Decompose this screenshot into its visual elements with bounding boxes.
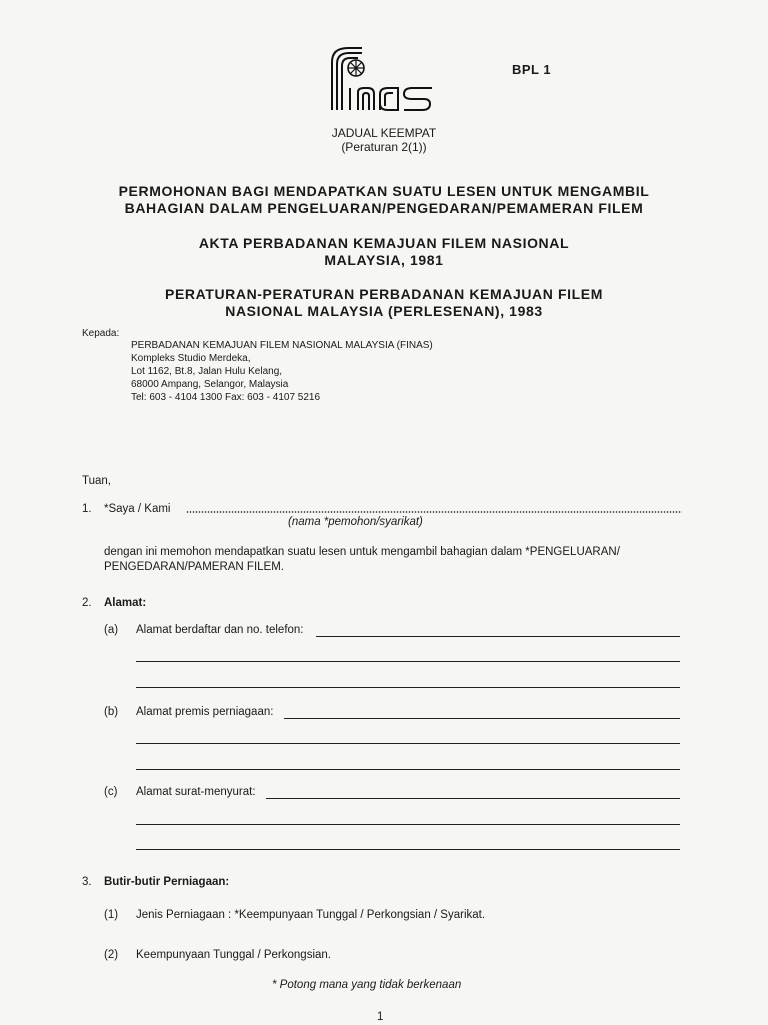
section1-number: 1. — [82, 503, 92, 515]
mailing-address-label: Alamat surat-menyurat: — [136, 786, 256, 798]
section3-number: 3. — [82, 876, 92, 888]
page-number: 1 — [377, 1011, 384, 1023]
section2c-letter: (c) — [104, 786, 118, 798]
finas-logo — [328, 44, 434, 114]
registered-address-line[interactable] — [136, 687, 680, 688]
form-code: BPL 1 — [512, 62, 552, 77]
section2-heading: Alamat: — [104, 597, 147, 609]
recipient-line: PERBADANAN KEMAJUAN FILEM NASIONAL MALAYSIA (FINAS) — [131, 340, 433, 351]
business-address-line[interactable] — [136, 743, 680, 744]
recipient-line: Kompleks Studio Merdeka, — [131, 353, 251, 364]
applicant-name-caption: (nama *pemohon/syarikat) — [288, 516, 423, 528]
section3-item1-number: (1) — [104, 909, 119, 921]
recipient-address — [131, 339, 433, 404]
applicant-name-field[interactable] — [186, 511, 682, 513]
section2b-letter: (b) — [104, 706, 119, 718]
regulation-title-line1: PERATURAN-PERATURAN PERBADANAN KEMAJUAN FILEM — [165, 286, 603, 302]
schedule-label: JADUAL KEEMPAT — [331, 126, 437, 140]
recipient-label: Kepada: — [82, 328, 120, 339]
business-address-line[interactable] — [284, 718, 680, 719]
footnote: * Potong mana yang tidak berkenaan — [272, 979, 462, 991]
regulation-title-line2: NASIONAL MALAYSIA (PERLESENAN), 1983 — [225, 303, 543, 319]
act-title-line2: MALAYSIA, 1981 — [324, 252, 444, 268]
registered-address-line[interactable] — [136, 661, 680, 662]
section2a-letter: (a) — [104, 624, 119, 636]
section3-item2-number: (2) — [104, 949, 119, 961]
form-title-line2: BAHAGIAN DALAM PENGELUARAN/PENGEDARAN/PEMAMERAN FILEM — [124, 200, 644, 216]
mailing-address-line[interactable] — [266, 798, 680, 799]
section2-number: 2. — [82, 597, 92, 609]
business-type-text: Jenis Perniagaan : *Keempunyaan Tunggal / Perkongsian / Syarikat. — [136, 909, 486, 921]
section1-paragraph-line2: PENGEDARAN/PAMERAN FILEM. — [104, 561, 284, 573]
act-title-line1: AKTA PERBADANAN KEMAJUAN FILEM NASIONAL — [198, 235, 570, 251]
mailing-address-line[interactable] — [136, 849, 680, 850]
sole-proprietorship-text: Keempunyaan Tunggal / Perkongsian. — [136, 949, 331, 961]
recipient-line: 68000 Ampang, Selangor, Malaysia — [131, 379, 289, 390]
form-title-line1: PERMOHONAN BAGI MENDAPATKAN SUATU LESEN UNTUK MENGAMBIL — [118, 183, 650, 199]
section1-label: *Saya / Kami — [104, 503, 171, 515]
registered-address-label: Alamat berdaftar dan no. telefon: — [136, 624, 304, 636]
section1-paragraph-line1: dengan ini memohon mendapatkan suatu lesen untuk mengambil bahagian dalam *PENGELUARAN/ — [104, 546, 620, 558]
mailing-address-line[interactable] — [136, 824, 680, 825]
registered-address-line[interactable] — [316, 636, 680, 637]
recipient-line: Lot 1162, Bt.8, Jalan Hulu Kelang, — [131, 366, 283, 377]
section3-heading: Butir-butir Perniagaan: — [104, 876, 230, 888]
recipient-line: Tel: 603 - 4104 1300 Fax: 603 - 4107 5216 — [131, 392, 321, 403]
salutation: Tuan, — [82, 475, 111, 487]
business-address-label: Alamat premis perniagaan: — [136, 706, 274, 718]
business-address-line[interactable] — [136, 769, 680, 770]
regulation-label: (Peraturan 2(1)) — [341, 140, 427, 154]
